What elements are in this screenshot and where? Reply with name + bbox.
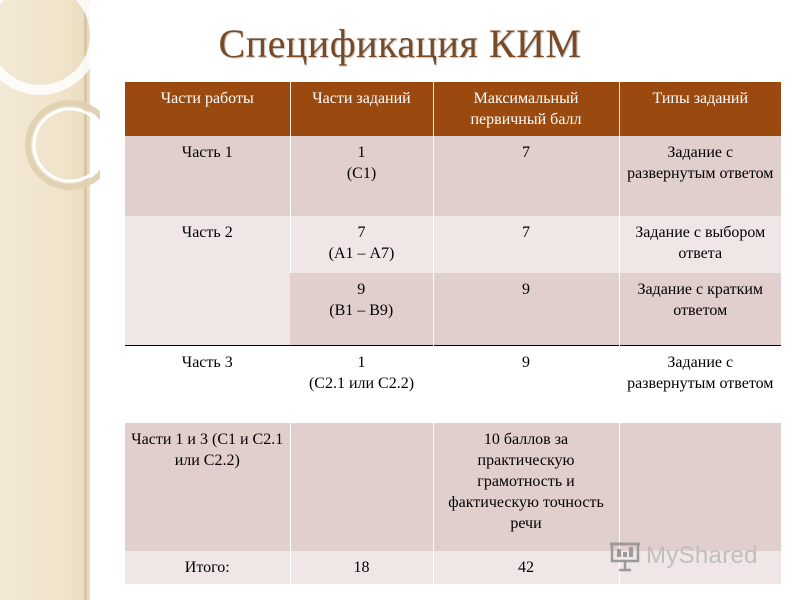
type-cell: Задание с развернутым ответом (619, 345, 781, 423)
score-cell: 7 (433, 216, 619, 273)
header-cell: Максимальный первичный балл (433, 82, 619, 136)
tasks-cell (290, 273, 433, 345)
table-row (125, 136, 781, 216)
part-cell: Часть 2 (125, 216, 290, 345)
part-cell: Часть 1 (181, 144, 233, 161)
tasks-cell (290, 423, 433, 551)
type-cell: Задание с кратким ответом (619, 273, 781, 345)
type-cell: Задание с выбором ответа (619, 216, 781, 273)
header-cell: Типы заданий (619, 82, 781, 136)
spec-table (125, 82, 781, 584)
total-tasks: 18 (290, 551, 433, 584)
score-cell: 9 (433, 273, 619, 345)
table-row (125, 216, 781, 273)
part-cell: Часть 3 (125, 345, 290, 423)
tasks-num: 9 (357, 281, 366, 298)
score-cell: 7 (433, 136, 619, 216)
type-cell: Задание с развернутым ответом (619, 136, 781, 216)
total-score: 42 (433, 551, 619, 584)
tasks-range: (А1 – А7) (328, 245, 395, 262)
score-cell: 9 (433, 345, 619, 423)
header-cell: Части работы (125, 82, 290, 136)
table-row (125, 345, 781, 423)
tasks-range: (С1) (346, 165, 377, 182)
tasks-num: 1 (357, 353, 366, 371)
presentation-icon (608, 540, 642, 572)
table-header-row (125, 82, 781, 136)
tasks-range: (В1 – В9) (329, 302, 394, 319)
tasks-num: 1 (357, 144, 366, 161)
tasks-cell (290, 345, 433, 423)
watermark (608, 540, 758, 572)
type-cell (619, 423, 781, 551)
page-title: Спецификация КИМ (218, 21, 582, 66)
tasks-cell (290, 136, 433, 216)
part-cell: Части 1 и 3 (С1 и С2.1 или С2.2) (131, 431, 284, 469)
score-cell: 10 баллов за практическую грамотность и фактическую точность речи (433, 423, 619, 551)
tasks-range: (С2.1 или С2.2) (308, 374, 415, 392)
total-label: Итого: (184, 559, 230, 576)
tasks-cell (290, 216, 433, 273)
table-row (125, 423, 781, 551)
tasks-num: 7 (357, 224, 366, 241)
watermark-text: MyShared (646, 542, 758, 569)
header-cell: Части заданий (290, 82, 433, 136)
